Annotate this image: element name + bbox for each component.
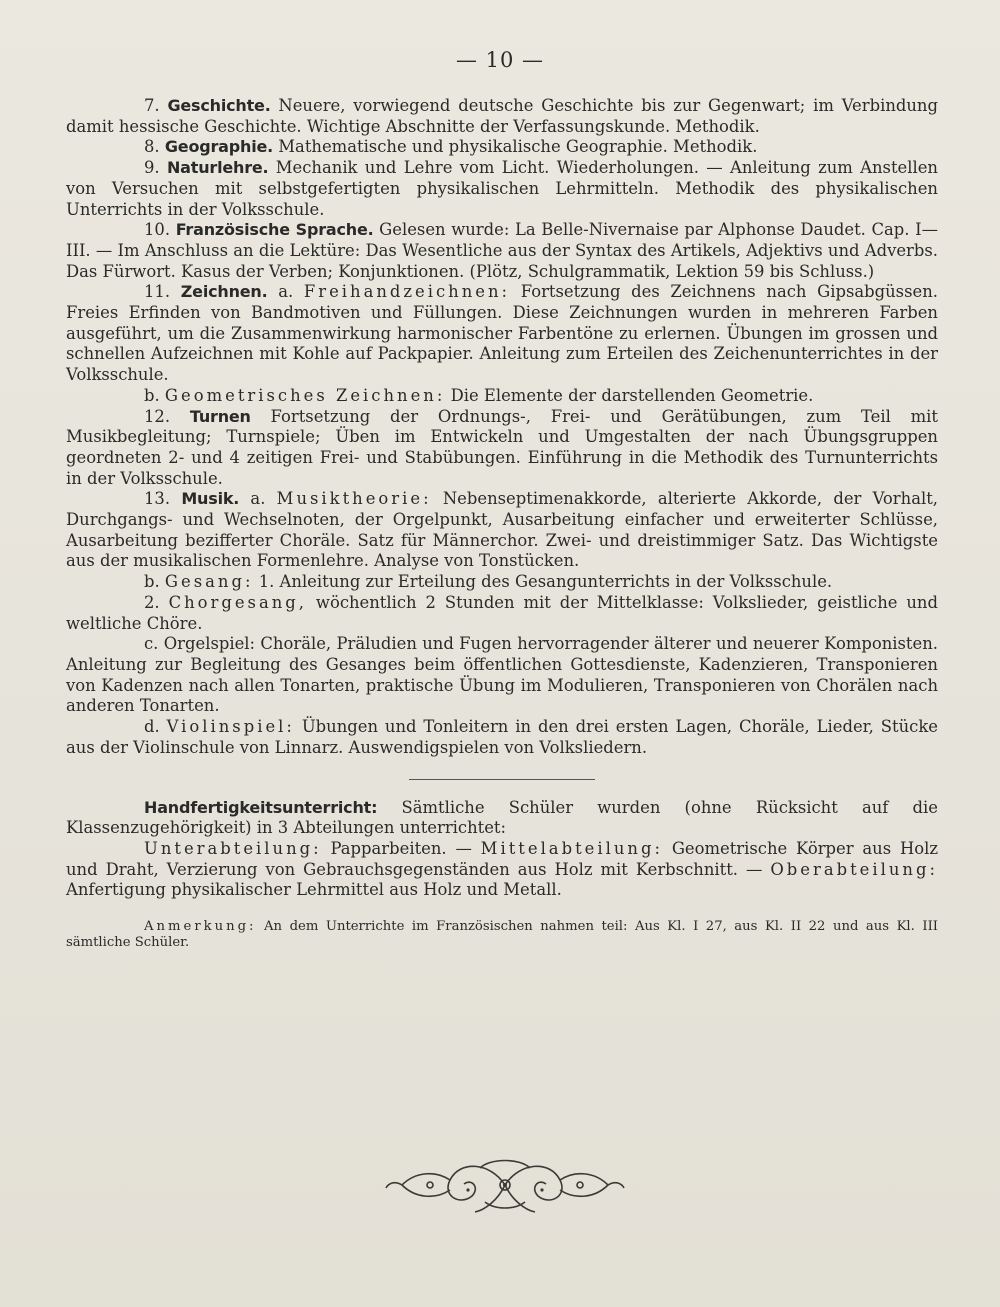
footnote-label: Anmerkung: bbox=[144, 919, 257, 935]
group-label-mittel: Mittelabteilung: bbox=[480, 838, 663, 858]
section-number: 11. bbox=[144, 282, 171, 302]
section-franzoesisch bbox=[66, 220, 938, 282]
section-geographie bbox=[66, 137, 938, 158]
section-handfertigkeit-groups bbox=[66, 839, 938, 901]
section-turnen bbox=[66, 407, 938, 490]
section-musik-d bbox=[66, 717, 938, 758]
section-number: 10. bbox=[144, 220, 171, 240]
sub-text: 1. Anleitung zur Erteilung des Gesangunterrichts in der Volksschule. bbox=[258, 572, 833, 592]
section-heading: Musik. bbox=[181, 489, 240, 509]
sub-heading-spaced: Violinspiel: bbox=[166, 717, 295, 737]
sub-text: Fortsetzung des Zeichnens nach Gipsabgüssen. Freies Erfinden von Bandmotiven und Füllungen. Diese Zeichnungen wurden in mehreren Farben ausgeführt, um die Zusammenwirkung harmonischer Farbentöne zu erlernen. Übungen im grossen und schnellen Aufzeichnen mit Kohle auf Packpapier. Anleitung zum Erteilen des Zeichenunterrichtes in der Volksschule. bbox=[66, 282, 938, 385]
section-number: 12. bbox=[144, 406, 171, 426]
group-label-unter: Unterabteilung: bbox=[144, 838, 322, 858]
section-text: Mathematische und physikalische Geographie. Methodik. bbox=[278, 137, 758, 157]
sub-heading-spaced: Freihandzeichnen: bbox=[303, 282, 511, 302]
section-text: Mechanik und Lehre vom Licht. Wiederholungen. — Anleitung zum Anstellen von Versuchen mit selbstgefertigten physikalischen Lehrmitteln. Methodik des physikalischen Unterrichts in der Volksschule. bbox=[66, 158, 938, 219]
sub-label: a. bbox=[278, 282, 294, 302]
section-number: 8. bbox=[144, 137, 160, 157]
footnote-text: An dem Unterrichte im Französischen nahmen teil: Aus Kl. I 27, aus Kl. II 22 und aus Kl. III sämtliche Schüler. bbox=[66, 919, 938, 951]
group-text-ober: Anfertigung physikalischer Lehrmittel aus Holz und Metall. bbox=[66, 880, 562, 900]
group-text-mittel: Geometrische Körper aus Holz und Draht, Verzierung von Gebrauchsgegenständen aus Holz mit Kerbschnitt. — bbox=[66, 838, 938, 879]
section-divider bbox=[409, 779, 595, 780]
section-text: Gelesen wurde: La Belle-Nivernaise par Alphonse Daudet. Cap. I—III. — Im Anschluss an die Lektüre: Das Wesentliche aus der Syntax des Artikels, Adjektivs und Adverbs. Das Fürwort. Kasus der Verben; Konjunktionen. (Plötz, Schulgrammatik, Lektion 59 bis Schluss.) bbox=[66, 220, 939, 281]
section-zeichnen-b bbox=[66, 386, 938, 407]
section-text: Fortsetzung der Ordnungs-, Frei- und Gerätübungen, zum Teil mit Musikbegleitung; Turnspiele; Üben im Entwickeln und Umgestalten der nach Übungsgruppen geordneten 2- und 4 zeitigen Frei- und Stabübungen. Einführung in die Methodik des Turnunterrichts in der Volksschule. bbox=[66, 406, 938, 488]
section-number: 7. bbox=[144, 96, 160, 115]
section-heading: Turnen bbox=[189, 406, 251, 426]
sub-text: Orgelspiel: Choräle, Präludien und Fugen hervorragender älterer und neuerer Komponisten. Anleitung zur Begleitung des Gesanges beim öffentlichen Gottesdienste, Kadenzieren, Transponieren von Kadenzen nach allen Tonarten, praktische Übung im Modulieren, Transponieren von Chorälen nach anderen Tonarten. bbox=[66, 634, 938, 716]
sub-label: b. bbox=[144, 385, 160, 405]
sub-text: wöchentlich 2 Stunden mit der Mittelklasse: Volkslieder, geistliche und weltliche Chöre. bbox=[66, 592, 938, 633]
sub-text: Übungen und Tonleitern in den drei ersten Lagen, Choräle, Lieder, Stücke aus der Violinschule von Linnarz. Auswendigspielen von Volksliedern. bbox=[66, 717, 938, 757]
group-text-unter: Papparbeiten. — bbox=[330, 838, 472, 858]
sub-text: Die Elemente der darstellenden Geometrie. bbox=[450, 385, 814, 405]
sub-heading-spaced: Chorgesang, bbox=[168, 592, 307, 612]
sub-label: b. bbox=[144, 572, 160, 592]
section-number: 9. bbox=[144, 158, 160, 178]
section-naturlehre bbox=[66, 158, 938, 220]
sub-label: c. bbox=[144, 634, 159, 654]
page-content bbox=[66, 96, 938, 951]
section-heading: Geographie. bbox=[164, 137, 274, 157]
sub-heading-spaced: Gesang: bbox=[164, 572, 254, 592]
section-heading: Naturlehre. bbox=[166, 158, 269, 178]
sub-text: Nebenseptimenakkorde, alterierte Akkorde, der Vorhalt, Durchgangs- und Wechselnoten, der Orgelpunkt, Ausarbeitung einfacher und erweiterter Schlüsse, Ausarbeitung bezifferter Choräle. Satz für Männerchor. Zwei- und dreistimmiger Satz. Das Wichtigste aus der musikalischen Formenlehre. Analyse von Tonstücken. bbox=[66, 489, 938, 571]
section-heading: Handfertigkeitsunterricht: bbox=[144, 797, 378, 817]
footnote bbox=[66, 919, 938, 951]
spacer bbox=[66, 901, 938, 919]
section-zeichnen bbox=[66, 282, 938, 386]
section-musik-b2 bbox=[66, 593, 938, 634]
section-number: 13. bbox=[144, 489, 171, 509]
section-musik-b bbox=[66, 572, 938, 593]
decorative-vignette-icon bbox=[380, 1150, 630, 1220]
section-musik-c bbox=[66, 634, 938, 717]
section-text: Sämtliche Schüler wurden (ohne Rücksicht auf die Klassenzugehörigkeit) in 3 Abteilungen unterrichtet: bbox=[66, 797, 938, 838]
group-label-ober: Oberabteilung: bbox=[770, 859, 938, 879]
section-handfertigkeit bbox=[66, 798, 938, 839]
section-heading: Zeichnen. bbox=[180, 282, 268, 302]
section-heading: Französische Sprache. bbox=[175, 220, 374, 240]
page-number: — 10 — bbox=[455, 48, 545, 72]
sub-heading-spaced: Geometrisches Zeichnen: bbox=[164, 385, 446, 405]
sub-label: d. bbox=[144, 717, 160, 737]
sub-label: a. bbox=[250, 489, 266, 509]
sub-label: 2. bbox=[144, 592, 160, 612]
sub-heading-spaced: Musiktheorie: bbox=[276, 489, 432, 509]
section-text: Neuere, vorwiegend deutsche Geschichte bis zur Gegenwart; im Verbindung damit hessische Geschichte. Wichtige Abschnitte der Verfassungskunde. Methodik. bbox=[66, 96, 938, 136]
section-heading: Geschichte. bbox=[167, 96, 271, 115]
section-geschichte bbox=[66, 96, 938, 137]
section-musik bbox=[66, 489, 938, 572]
